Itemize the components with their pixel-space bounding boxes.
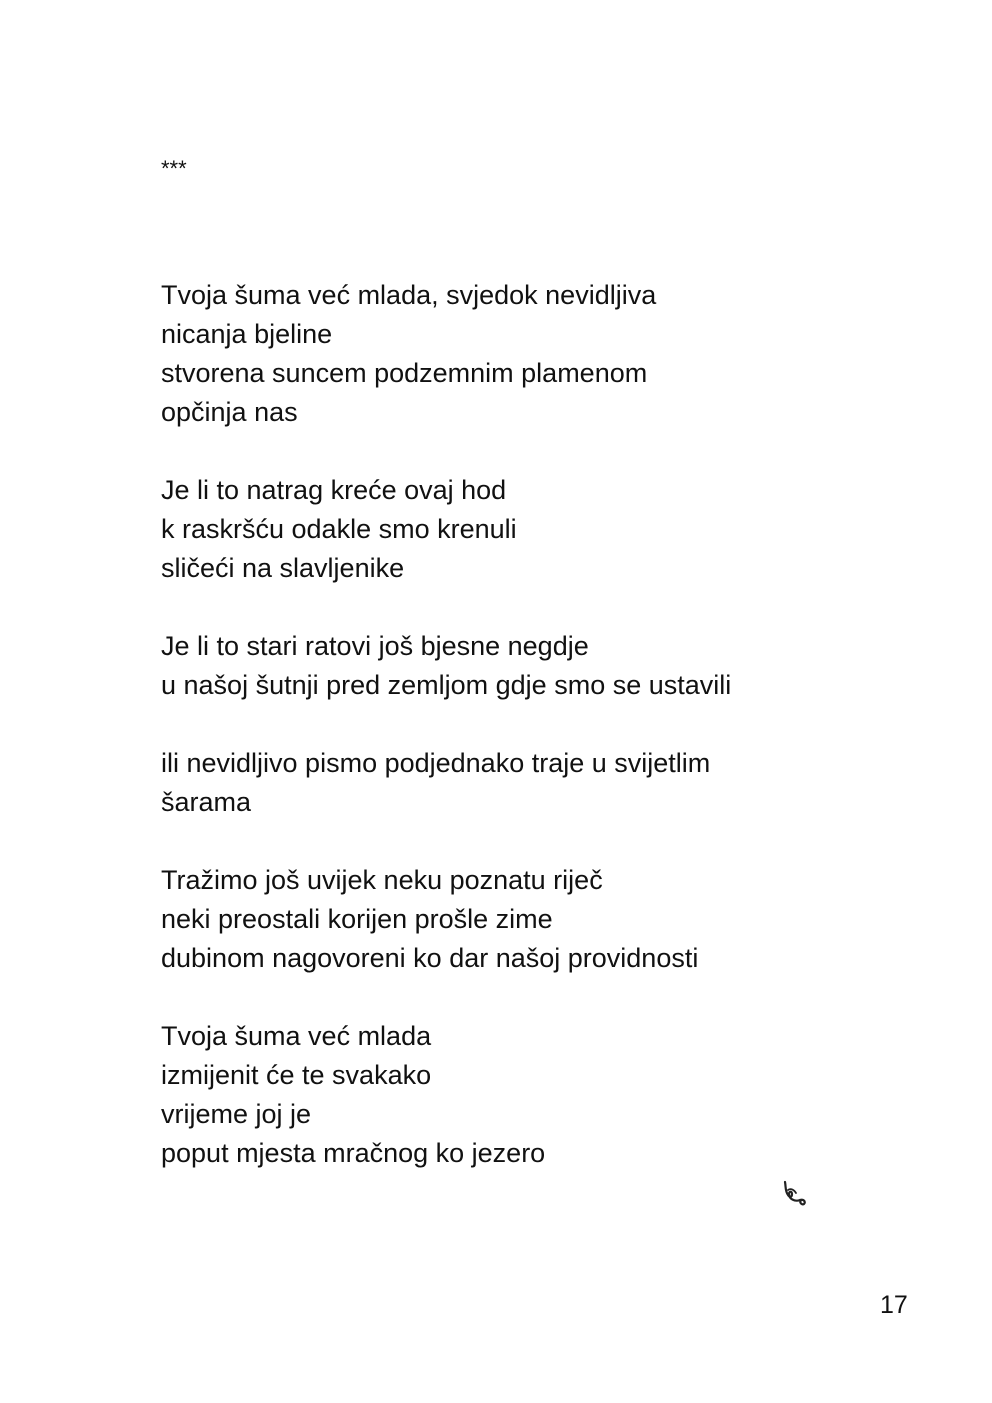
poem-line: ili nevidljivo pismo podjednako traje u svijetlim xyxy=(161,748,711,778)
stanza xyxy=(161,861,861,978)
poem-line: sličeći na slavljenike xyxy=(161,553,405,583)
poem-line: Je li to natrag kreće ovaj hod xyxy=(161,475,507,505)
poem xyxy=(161,276,861,1212)
poem-line: u našoj šutnji pred zemljom gdje smo se ustavili xyxy=(161,670,732,700)
poem-line: vrijeme joj je xyxy=(161,1099,312,1129)
poem-line: stvorena suncem podzemnim plamenom xyxy=(161,358,648,388)
poem-line: neki preostali korijen prošle zime xyxy=(161,904,553,934)
poem-line: dubinom nagovoreni ko dar našoj providnosti xyxy=(161,943,699,973)
poem-line: izmijenit će te svakako xyxy=(161,1060,432,1090)
poem-line: k raskršću odakle smo krenuli xyxy=(161,514,517,544)
stanza xyxy=(161,471,861,588)
poem-line: šarama xyxy=(161,787,252,817)
stanza xyxy=(161,1017,861,1173)
page-number: 17 xyxy=(880,1291,908,1319)
hand-drawn-flourish-icon xyxy=(780,1178,810,1208)
poem-line: poput mjesta mračnog ko jezero xyxy=(161,1138,546,1168)
stanza xyxy=(161,744,861,822)
stanza xyxy=(161,276,861,432)
poem-line: Tvoja šuma već mlada xyxy=(161,1021,432,1051)
poem-line: Tražimo još uvijek neku poznatu riječ xyxy=(161,865,603,895)
poem-line: nicanja bjeline xyxy=(161,319,333,349)
poem-line: opčinja nas xyxy=(161,397,298,427)
poem-line: Tvoja šuma već mlada, svjedok nevidljiva xyxy=(161,280,657,310)
section-separator: *** xyxy=(161,156,187,181)
poem-line: Je li to stari ratovi još bjesne negdje xyxy=(161,631,589,661)
stanza xyxy=(161,627,861,705)
